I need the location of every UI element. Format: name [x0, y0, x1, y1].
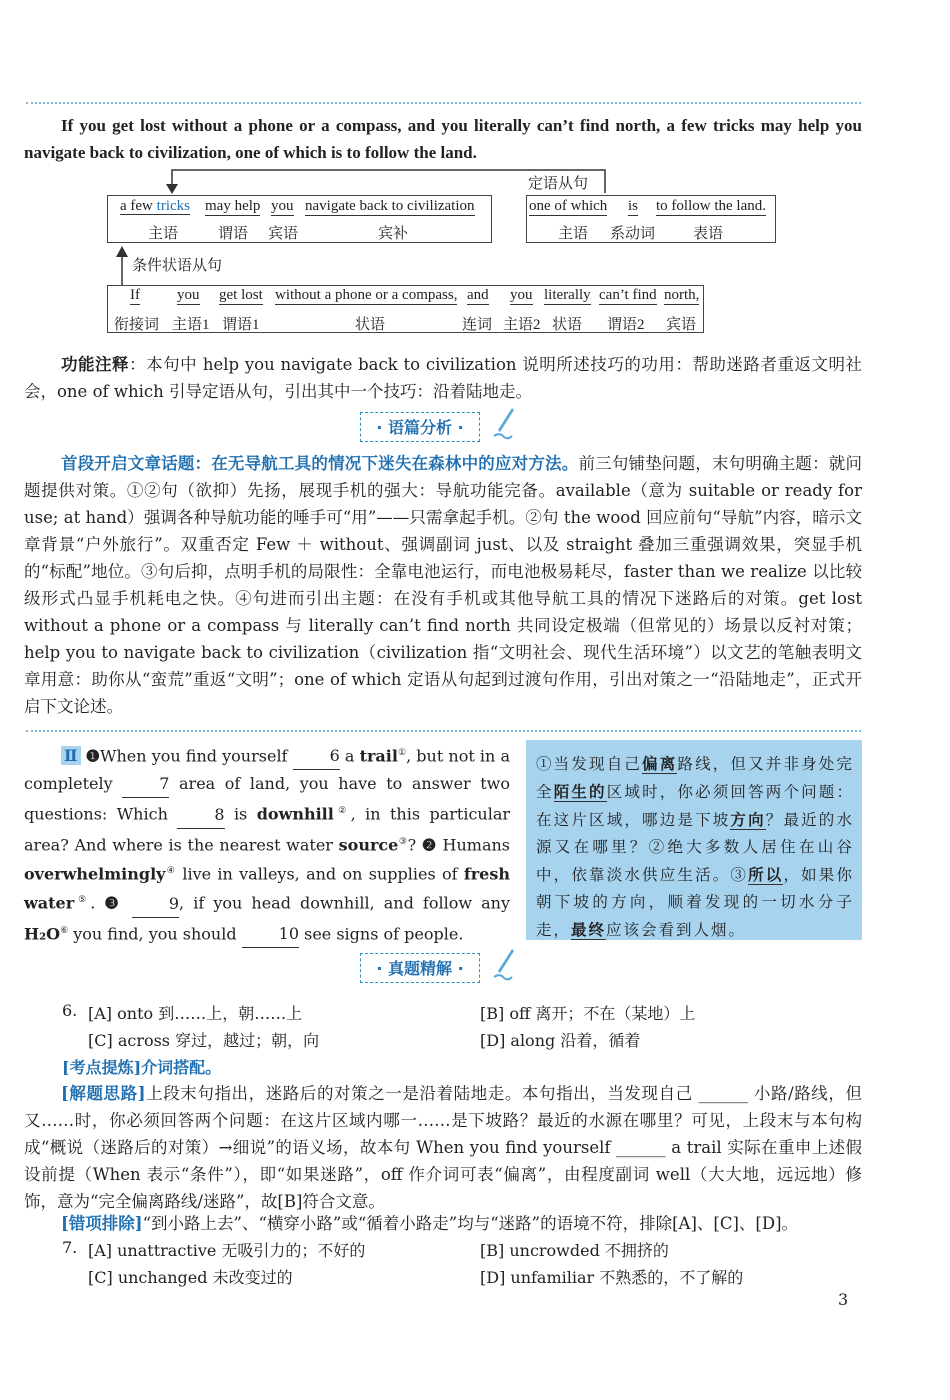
- word-to-follow: to follow the land.: [656, 198, 766, 214]
- trans-bold-1: 偏离: [642, 754, 678, 773]
- passage-s1e: is: [233, 804, 248, 824]
- page-number: 3: [838, 1290, 849, 1309]
- jieti: [24, 1080, 862, 1215]
- translation-box: [526, 740, 862, 940]
- role-pred1: 谓语1: [222, 317, 260, 333]
- word-north: north,: [664, 287, 700, 303]
- passage-s3b: you find, you should: [73, 923, 237, 943]
- word-downhill: downhill: [256, 804, 334, 824]
- sentence-line2: you navigate back to civilization, one of which is to follow the land.: [24, 116, 862, 162]
- trans-3: 区域时，你必须回答两个问题：在这片区域，哪边是下坡: [536, 783, 854, 829]
- word-may-help: may help: [205, 198, 261, 214]
- role-subj2: 主语2: [503, 317, 541, 333]
- trans-2: 路线，但又并非身处完全: [536, 755, 854, 801]
- note-4: ④: [165, 865, 176, 876]
- word-a-few-tricks: a few tricks: [120, 198, 190, 214]
- word-overwhelmingly: overwhelmingly: [24, 864, 166, 884]
- word-source: source: [338, 834, 399, 854]
- word-and: and: [467, 287, 489, 303]
- word-you-2: you: [510, 287, 533, 303]
- role-object: 宾语: [268, 226, 299, 242]
- function-note-label: 功能注释: [61, 355, 130, 374]
- section-title-analysis: · 语篇分析 ·: [360, 412, 480, 442]
- blank-7[interactable]: 7: [122, 770, 169, 798]
- role-rc-predicative: 表语: [693, 226, 724, 242]
- kaodian: [62, 1055, 221, 1078]
- analysis-paragraph: [24, 450, 862, 720]
- word-literally: literally: [544, 287, 591, 303]
- blank-9[interactable]: 9: [132, 890, 179, 918]
- passage-s1a: When you find yourself: [100, 746, 288, 766]
- role-subject: 主语: [148, 226, 179, 242]
- passage-s1d: area of land, you have to answer two questions: Which: [24, 774, 511, 824]
- q7-option-a[interactable]: [A] unattractive 无吸引力的；不好的: [88, 1241, 366, 1260]
- sentence-num-2: ❷: [421, 834, 437, 854]
- trans-bold-5: 最终: [571, 920, 607, 939]
- sentence-num-3: ❸: [104, 893, 123, 913]
- kaodian-label: [考点提炼]: [62, 1058, 142, 1077]
- section-title-solutions: · 真题精解 ·: [360, 953, 480, 983]
- trans-5: ，如果你朝下坡的方向，顺着发现的一切水分子走，: [536, 866, 854, 939]
- label-relative-clause: 定语从句: [528, 176, 589, 192]
- role-subj1: 主语1: [172, 317, 210, 333]
- word-without: without a phone or a compass,: [275, 287, 458, 303]
- q6-number: 6.: [62, 1001, 78, 1020]
- pen-icon: [490, 406, 516, 440]
- q6-option-a[interactable]: [A] onto 到……上，朝……上: [88, 1004, 303, 1023]
- passage-s3a: , if you head downhill, and follow any: [179, 893, 510, 913]
- role-complement: 宾补: [378, 226, 409, 242]
- q6-option-d[interactable]: [D] along 沿着，循着: [480, 1031, 641, 1050]
- q7-option-d[interactable]: [D] unfamiliar 不熟悉的，不了解的: [480, 1268, 744, 1287]
- word-cant-find: can’t find: [599, 287, 657, 303]
- trans-1: ①当发现自己: [536, 755, 643, 773]
- role-rc-linking: 系动词: [610, 226, 656, 242]
- word-if: If: [130, 287, 140, 303]
- trans-bold-4: 所以: [748, 865, 784, 884]
- label-conditional-clause: 条件状语从句: [132, 258, 223, 274]
- word-is: is: [628, 198, 639, 214]
- passage-paragraph: [24, 740, 510, 948]
- cuoxiang: [24, 1210, 862, 1237]
- note-1: ①: [397, 748, 407, 758]
- word-fresh-water: fresh water: [24, 864, 510, 913]
- note-3: ③: [398, 836, 408, 847]
- passage-s2c: .: [90, 893, 96, 913]
- passage-s2b: live in valleys, and on supplies of: [182, 864, 458, 884]
- note-5: ⑤: [74, 895, 91, 906]
- q7-option-c[interactable]: [C] unchanged 未改变过的: [88, 1268, 293, 1287]
- word-trail: trail: [359, 746, 398, 766]
- role-predicate: 谓语: [218, 226, 249, 242]
- word-you: you: [271, 198, 294, 214]
- analysis-text: 前三句铺垫问题，末句明确主题：就问题提供对策。①②句（欲抑）先扬，展现手机的强大：导航功能完备。available（意为 suitable or ready for use; at hand）强调各种导航功能的唾手可“用”——只需拿起手机。②句 the wood 回应前句“导航”内容，暗示文章背景“户外旅行”。双重否定 Few ＋ without、强调副词 just、以及 straight 叠加三重强调效果，突显手机的“标配”地位。③句后抑，点明手机的局限性：全靠电池运行，而电池极易耗尽，faster than we realize 以比较级形式凸显手机耗电之快。④句进而引出主题：在没有手机或其他导航工具的情况下迷路后的对策。get lost without a phone or a compass 与 literally can’t find north 共同设定极端（但常见的）场景以反衬对策；help you to navigate back to civilization（civilization 指“文明社会、现代生活环境”）以文艺的笔触表明文章用意：助你从“蛮荒”重返“文明”；one of which 定语从句起到过渡句作用，引出对策之一“沿陆地走”，正式开启下文论述。: [24, 454, 863, 716]
- passage-s1f: , in this particular area? And where is the nearest water: [24, 804, 511, 854]
- cuoxiang-text: “到小路上去”、“横穿小路”或“循着小路走”均与“迷路”的语境不符，排除[A]、[C]、[D]。: [142, 1214, 799, 1233]
- passage-s1b: a: [344, 746, 355, 766]
- jieti-label: [解题思路]: [61, 1084, 146, 1103]
- role-obj: 宾语: [666, 317, 697, 333]
- role-pred2: 谓语2: [607, 317, 645, 333]
- function-note-text: ：本句中 help you navigate back to civilization 说明所述技巧的功用：帮助迷路者重返文明社会，one of which 引导定语从句，引出其中一个技巧：沿着陆地走。: [24, 355, 863, 401]
- word-one-of-which: one of which: [529, 198, 608, 214]
- passage-s2a: Humans: [442, 834, 510, 854]
- q7-number: 7.: [62, 1238, 78, 1257]
- middle-divider: [26, 730, 861, 732]
- passage-s1g: ?: [407, 834, 417, 854]
- section-roman: Ⅱ: [61, 746, 81, 765]
- trans-4: ？最近的水源又在哪里？②绝大多数人居住在山谷中，依靠淡水供应生活。③: [536, 811, 854, 884]
- word-get-lost: get lost: [219, 287, 263, 303]
- analysis-lead: 首段开启文章话题：在无导航工具的情况下迷失在森林中的应对方法。: [61, 454, 579, 473]
- cuoxiang-label: [错项排除]: [61, 1214, 143, 1233]
- trans-bold-2: 陌生的: [553, 782, 607, 801]
- q7-option-b[interactable]: [B] uncrowded 不拥挤的: [480, 1241, 669, 1260]
- note-2: ②: [333, 806, 351, 817]
- pen-icon-2: [490, 947, 516, 981]
- word-h2o: H₂O: [24, 923, 61, 943]
- sentence-num-1: ❶: [85, 746, 101, 766]
- role-adverbial1: 状语: [355, 317, 386, 333]
- role-conjunction: 连词: [462, 317, 493, 333]
- q6-option-c[interactable]: [C] across 穿过，越过；朝，向: [88, 1031, 320, 1050]
- trans-6: 应该会看到人烟。: [606, 921, 747, 939]
- passage-s1c: , but not in a completely: [24, 746, 510, 794]
- trans-bold-3: 方向: [730, 810, 766, 829]
- role-rc-subject: 主语: [558, 226, 589, 242]
- note-6: ⑥: [60, 925, 69, 936]
- word-navigate: navigate back to civilization: [305, 198, 475, 214]
- q6-option-b[interactable]: [B] off 离开；不在（某地）上: [480, 1004, 696, 1023]
- jieti-text: 上段末句指出，迷路后的对策之一是沿着陆地走。本句指出，当发现自己 ______ 小路/路线，但又……时，你必须回答两个问题：在这片区域内哪一……是下坡路？最近的水源在哪里？可见，上段末与本句构成“概说（迷路后的对策）→细说”的语义场，故本句 When you find yourself ______ a trail 实际在重申上述假设前提（When 表示“条件”），即“如果迷路”，off 作介词可表“偏离”，由程度副词 well（大大地，远远地）修饰，意为“完全偏离路线/迷路”，故[B]符合文意。: [24, 1084, 862, 1211]
- blank-6[interactable]: 6: [293, 742, 340, 770]
- role-adverbial2: 状语: [552, 317, 583, 333]
- sentence-line1: If you get lost without a phone or a compass, and you literally can’t find north, a few tricks may help: [61, 116, 830, 135]
- kaodian-text: 介词搭配。: [141, 1058, 222, 1077]
- blank-8[interactable]: 8: [177, 801, 224, 829]
- function-note: [24, 351, 862, 405]
- blank-10[interactable]: 10: [242, 920, 299, 948]
- word-you-1: you: [177, 287, 200, 303]
- passage-s3c: see signs of people.: [304, 923, 464, 943]
- role-conj: 衔接词: [114, 317, 160, 333]
